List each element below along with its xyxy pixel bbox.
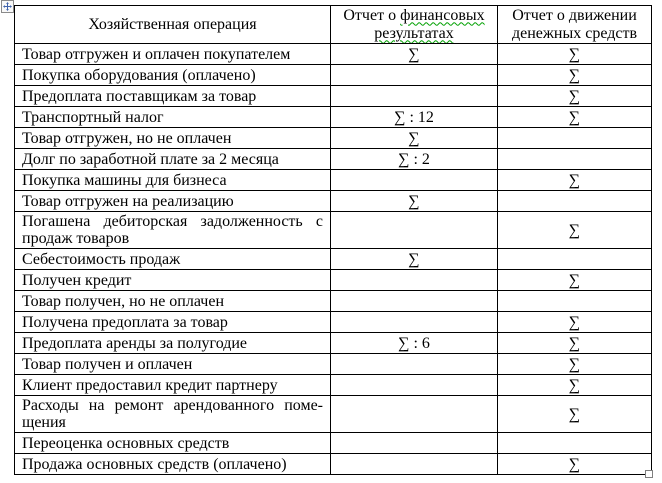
operation-cell[interactable]: Клиент предоставил кредит партнеру: [15, 375, 331, 396]
cash-flow-cell[interactable]: ∑: [498, 396, 652, 433]
table-row: [15, 149, 652, 170]
operation-cell[interactable]: Покупка оборудования (оплачено): [15, 65, 331, 86]
cash-flow-cell[interactable]: [498, 149, 652, 170]
table-row: [15, 107, 652, 128]
cash-flow-cell[interactable]: ∑: [498, 107, 652, 128]
table-row: [15, 354, 652, 375]
cash-flow-cell[interactable]: ∑: [498, 354, 652, 375]
move-cross-icon: [3, 2, 12, 11]
header-row: [15, 6, 652, 44]
table-row: [15, 44, 652, 65]
table-row: [15, 433, 652, 454]
fin-report-cell[interactable]: ∑ : 2: [331, 149, 498, 170]
fin-report-cell[interactable]: [331, 86, 498, 107]
cash-flow-cell[interactable]: ∑: [498, 86, 652, 107]
table-row: [15, 396, 652, 433]
fin-report-cell[interactable]: [331, 212, 498, 249]
cash-flow-cell[interactable]: [498, 249, 652, 270]
cash-flow-cell[interactable]: [498, 433, 652, 454]
fin-report-cell[interactable]: ∑ : 6: [331, 333, 498, 354]
fin-report-cell[interactable]: [331, 270, 498, 291]
cash-flow-cell[interactable]: [498, 291, 652, 312]
operation-cell[interactable]: Переоценка основных средств: [15, 433, 331, 454]
operation-cell[interactable]: Себестоимость продаж: [15, 249, 331, 270]
operation-cell[interactable]: Получен кредит: [15, 270, 331, 291]
cash-flow-cell[interactable]: ∑: [498, 312, 652, 333]
operation-cell[interactable]: Предоплата поставщикам за товар: [15, 86, 331, 107]
cash-flow-cell[interactable]: [498, 128, 652, 149]
table-row: [15, 170, 652, 191]
fin-report-cell[interactable]: [331, 312, 498, 333]
fin-report-cell[interactable]: ∑: [331, 44, 498, 65]
table-row: [15, 128, 652, 149]
fin-report-cell[interactable]: ∑: [331, 128, 498, 149]
cash-flow-cell[interactable]: ∑: [498, 375, 652, 396]
operation-cell[interactable]: Товар получен, но не оплачен: [15, 291, 331, 312]
cash-flow-cell[interactable]: ∑: [498, 333, 652, 354]
cash-flow-cell[interactable]: ∑: [498, 170, 652, 191]
cash-flow-cell[interactable]: ∑: [498, 454, 652, 475]
operation-cell[interactable]: Продажа основных средств (оплачено): [15, 454, 331, 475]
table-row: [15, 86, 652, 107]
operation-cell[interactable]: Товар отгружен, но не оплачен: [15, 128, 331, 149]
operation-cell[interactable]: Покупка машины для бизнеса: [15, 170, 331, 191]
fin-report-cell[interactable]: ∑: [331, 191, 498, 212]
table-row: [15, 65, 652, 86]
table-row: [15, 249, 652, 270]
fin-report-cell[interactable]: [331, 291, 498, 312]
col-header-fin-report[interactable]: [331, 6, 498, 44]
table-row: [15, 375, 652, 396]
table-row: [15, 333, 652, 354]
col-header-operation[interactable]: Хозяйственная операция: [15, 6, 331, 44]
operation-cell[interactable]: Получена предоплата за товар: [15, 312, 331, 333]
operation-cell[interactable]: Товар отгружен на реализацию: [15, 191, 331, 212]
table-row: [15, 312, 652, 333]
fin-report-cell[interactable]: [331, 396, 498, 433]
table-row: [15, 212, 652, 249]
col-header-cash-flow[interactable]: Отчет о движении денежных средств: [498, 6, 652, 44]
table-resize-handle[interactable]: [645, 470, 653, 478]
table-row: [15, 270, 652, 291]
operation-cell[interactable]: Предоплата аренды за полугодие: [15, 333, 331, 354]
fin-report-cell[interactable]: [331, 65, 498, 86]
cash-flow-cell[interactable]: ∑: [498, 270, 652, 291]
fin-report-cell[interactable]: [331, 170, 498, 191]
fin-report-cell[interactable]: [331, 354, 498, 375]
fin-report-cell[interactable]: ∑: [331, 249, 498, 270]
fin-report-cell[interactable]: [331, 454, 498, 475]
table-row: [15, 291, 652, 312]
operation-cell[interactable]: Товар отгружен и оплачен покупателем: [15, 44, 331, 65]
table-row: [15, 454, 652, 475]
operation-cell[interactable]: Транспортный налог: [15, 107, 331, 128]
table-move-handle-icon[interactable]: [1, 0, 14, 13]
fin-report-cell[interactable]: ∑ : 12: [331, 107, 498, 128]
fin-header-prefix: Отчет о: [343, 6, 401, 24]
accounting-operations-table: [14, 5, 652, 475]
table-row: [15, 191, 652, 212]
cash-flow-cell[interactable]: ∑: [498, 65, 652, 86]
operation-cell[interactable]: Долг по заработной плате за 2 месяца: [15, 149, 331, 170]
operation-cell[interactable]: Товар получен и оплачен: [15, 354, 331, 375]
fin-report-cell[interactable]: [331, 433, 498, 454]
cash-flow-cell[interactable]: [498, 191, 652, 212]
fin-report-cell[interactable]: [331, 375, 498, 396]
operation-cell[interactable]: Погашена дебиторская задолженность с продаж товаров: [15, 212, 331, 249]
cash-flow-cell[interactable]: ∑: [498, 212, 652, 249]
cash-flow-cell[interactable]: ∑: [498, 44, 652, 65]
grammar-check-underline: финансовых результатах: [374, 6, 485, 42]
operation-cell[interactable]: Расходы на ремонт арендованного поме-щения: [15, 396, 331, 433]
